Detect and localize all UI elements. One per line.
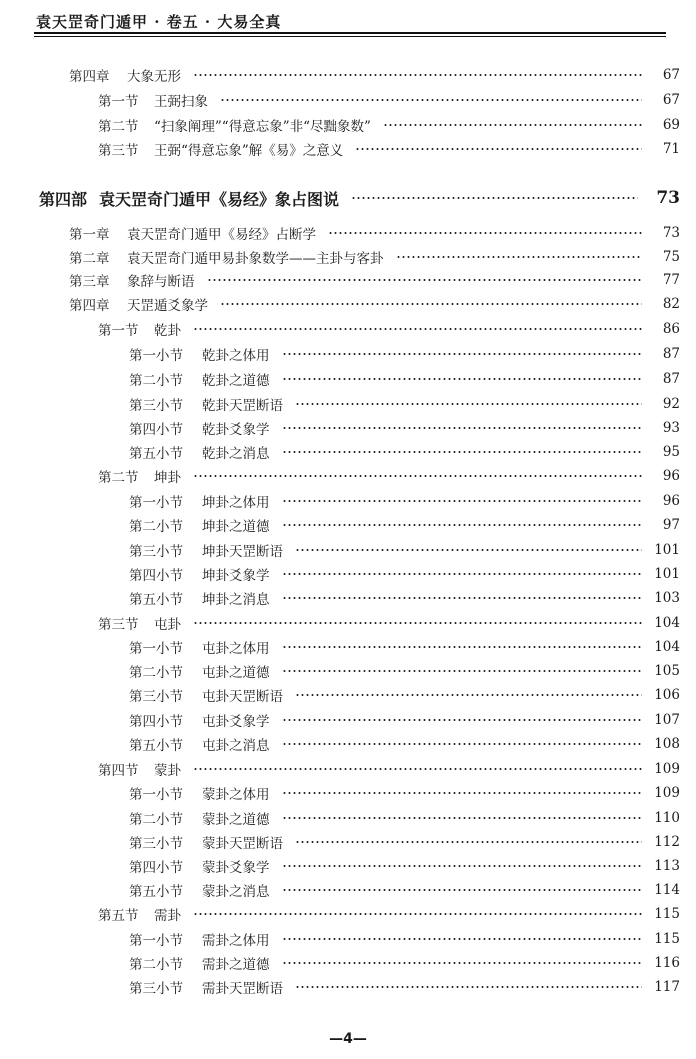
- toc-entry-number: 第二小节: [129, 519, 183, 535]
- toc-entry-title: 坤卦天罡断语: [202, 544, 283, 560]
- toc-entry-title: 蒙卦之体用: [202, 787, 270, 803]
- toc-entry-number: 第四章: [69, 69, 110, 85]
- toc-entry-page: 96: [662, 493, 680, 509]
- toc-entry-page: 112: [654, 834, 680, 850]
- toc-entry-page: 67: [662, 92, 680, 108]
- toc-entry-number: 第二小节: [129, 957, 183, 973]
- toc-entry: [0, 393, 680, 415]
- toc-entry: [0, 368, 680, 390]
- toc-entry: [0, 64, 680, 86]
- toc-entry-page: 110: [654, 810, 680, 826]
- toc-entry-page: 97: [662, 517, 680, 533]
- toc-entry-title: 象辞与断语: [127, 274, 195, 290]
- toc-entry-page: 93: [662, 420, 680, 436]
- toc-entry-title: 袁天罡奇门遁甲易卦象数学——主卦与客卦: [127, 251, 384, 267]
- toc-entry-page: 115: [654, 931, 680, 947]
- dot-leader: [282, 743, 643, 745]
- toc-entry-number: 第一小节: [129, 348, 183, 364]
- toc-entry: [0, 343, 680, 365]
- toc-entry-title: 坤卦: [154, 470, 181, 486]
- dot-leader: [220, 303, 642, 305]
- dot-leader: [282, 719, 643, 721]
- toc-entry-page: 77: [662, 272, 680, 288]
- toc-entry-title: 屯卦之体用: [202, 641, 270, 657]
- toc-entry-title: 需卦天罡断语: [202, 981, 283, 997]
- toc-entry-page: 71: [662, 141, 680, 157]
- dot-leader: [282, 817, 643, 819]
- toc-entry-title: 大象无形: [127, 69, 181, 85]
- dot-leader: [295, 694, 642, 696]
- toc-entry: [0, 855, 680, 877]
- toc-entry-page: 73: [656, 188, 680, 208]
- toc-entry: [0, 89, 680, 111]
- toc-entry: [0, 807, 680, 829]
- toc-entry: [0, 417, 680, 439]
- toc-entry-page: 104: [654, 615, 680, 631]
- toc-entry-number: 第四小节: [129, 422, 183, 438]
- toc-entry-page: 82: [662, 296, 680, 312]
- header-rule: [34, 32, 666, 34]
- dot-leader: [193, 622, 642, 624]
- header-rule-thin: [34, 36, 666, 37]
- page-number: —4—: [329, 1031, 367, 1047]
- toc-entry-title: 蒙卦天罡断语: [202, 836, 283, 852]
- toc-entry: [0, 684, 680, 706]
- toc-entry-page: 87: [662, 371, 680, 387]
- toc-entry: [0, 928, 680, 950]
- dot-leader: [282, 865, 643, 867]
- toc-entry-number: 第二小节: [129, 373, 183, 389]
- toc-entry: [0, 563, 680, 585]
- dot-leader: [282, 597, 643, 599]
- dot-leader: [295, 986, 642, 988]
- toc-entry-number: 第四部: [39, 189, 88, 209]
- toc-entry-number: 第二节: [98, 119, 139, 135]
- toc-entry-number: 第二节: [98, 470, 139, 486]
- toc-entry-title: 需卦之体用: [202, 933, 270, 949]
- toc-entry-page: 104: [654, 639, 680, 655]
- dot-leader: [282, 938, 643, 940]
- toc-entry-title: “扫象阐理”“得意忘象”非“尽黜象数”: [154, 119, 371, 135]
- dot-leader: [396, 256, 643, 258]
- toc-entry-title: 屯卦: [154, 617, 181, 633]
- toc-entry-number: 第一小节: [129, 933, 183, 949]
- toc-entry-page: 96: [662, 468, 680, 484]
- dot-leader: [282, 500, 643, 502]
- toc-entry-page: 108: [654, 736, 680, 752]
- toc-entry-number: 第四节: [98, 763, 139, 779]
- toc-entry: [0, 490, 680, 512]
- toc-entry-number: 第一小节: [129, 641, 183, 657]
- toc-entry: [0, 587, 680, 609]
- toc-entry-number: 第三小节: [129, 544, 183, 560]
- toc-entry-number: 第一节: [98, 94, 139, 110]
- toc-entry-title: 袁天罡奇门遁甲《易经》占断学: [127, 227, 316, 243]
- toc-entry: [0, 185, 680, 211]
- toc-entry-title: 乾卦: [154, 323, 181, 339]
- dot-leader: [355, 148, 642, 150]
- toc-entry-number: 第四小节: [129, 860, 183, 876]
- toc-entry: [0, 114, 680, 136]
- toc-entry-page: 101: [654, 542, 680, 558]
- toc-entry: [0, 269, 680, 291]
- toc-entry-title: 屯卦之消息: [202, 738, 270, 754]
- toc-entry-title: 坤卦之道德: [202, 519, 270, 535]
- toc-entry: [0, 782, 680, 804]
- toc-entry-page: 117: [654, 979, 680, 995]
- toc-entry-page: 115: [654, 906, 680, 922]
- toc-entry-title: 蒙卦: [154, 763, 181, 779]
- toc-entry-title: 屯卦天罡断语: [202, 689, 283, 705]
- toc-entry: [0, 952, 680, 974]
- toc-entry-number: 第二小节: [129, 812, 183, 828]
- toc-entry-number: 第三小节: [129, 689, 183, 705]
- toc-entry-number: 第五小节: [129, 884, 183, 900]
- toc-entry-title: 需卦: [154, 908, 181, 924]
- toc-entry-title: 屯卦爻象学: [202, 714, 270, 730]
- toc-entry-page: 103: [654, 590, 680, 606]
- toc-entry: [0, 138, 680, 160]
- toc-entry-title: 坤卦爻象学: [202, 568, 270, 584]
- toc-entry-number: 第一小节: [129, 787, 183, 803]
- toc-entry-title: 乾卦天罡断语: [202, 398, 283, 414]
- toc-entry: [0, 441, 680, 463]
- toc-entry-number: 第三章: [69, 274, 110, 290]
- toc-entry-number: 第二章: [69, 251, 110, 267]
- dot-leader: [295, 841, 642, 843]
- toc-entry-page: 75: [662, 249, 680, 265]
- toc-entry-number: 第三小节: [129, 836, 183, 852]
- toc-entry-number: 第三节: [98, 617, 139, 633]
- toc-entry: [0, 636, 680, 658]
- toc-entry: [0, 903, 680, 925]
- toc-entry-page: 109: [654, 785, 680, 801]
- toc-entry-page: 105: [654, 663, 680, 679]
- toc-entry-page: 113: [654, 858, 680, 874]
- toc-entry: [0, 709, 680, 731]
- toc-entry-number: 第三小节: [129, 981, 183, 997]
- toc-entry: [0, 733, 680, 755]
- dot-leader: [282, 353, 643, 355]
- dot-leader: [282, 670, 643, 672]
- toc-entry-title: 乾卦之道德: [202, 373, 270, 389]
- toc-entry: [0, 539, 680, 561]
- toc-entry-number: 第五小节: [129, 592, 183, 608]
- toc-entry: [0, 293, 680, 315]
- toc-entry-page: 116: [654, 955, 680, 971]
- toc-entry-title: 袁天罡奇门遁甲《易经》象占图说: [99, 189, 340, 209]
- toc-entry-page: 106: [654, 687, 680, 703]
- toc-entry-number: 第三节: [98, 143, 139, 159]
- running-header: 袁天罡奇门遁甲 · 卷五 · 大易全真: [36, 13, 282, 31]
- toc-entry-page: 95: [662, 444, 680, 460]
- dot-leader: [282, 889, 643, 891]
- toc-entry-title: 蒙卦爻象学: [202, 860, 270, 876]
- dot-leader: [295, 549, 642, 551]
- toc-entry: [0, 976, 680, 998]
- dot-leader: [193, 328, 642, 330]
- dot-leader: [282, 524, 643, 526]
- toc-entry-title: 需卦之道德: [202, 957, 270, 973]
- toc-entry: [0, 831, 680, 853]
- toc-entry-page: 114: [654, 882, 680, 898]
- toc-entry-page: 69: [662, 117, 680, 133]
- dot-leader: [295, 403, 642, 405]
- toc-entry-title: 王弼“得意忘象”解《易》之意义: [154, 143, 344, 159]
- toc-entry: [0, 660, 680, 682]
- toc-entry-number: 第四小节: [129, 568, 183, 584]
- toc-entry: [0, 758, 680, 780]
- toc-entry-title: 天罡遁爻象学: [127, 298, 208, 314]
- dot-leader: [193, 913, 642, 915]
- toc-entry: [0, 514, 680, 536]
- toc-entry-title: 坤卦之体用: [202, 495, 270, 511]
- toc-entry-number: 第一节: [98, 323, 139, 339]
- toc-entry-page: 73: [662, 225, 680, 241]
- dot-leader: [193, 475, 642, 477]
- dot-leader: [282, 378, 643, 380]
- toc-entry-number: 第一章: [69, 227, 110, 243]
- toc-entry-number: 第五小节: [129, 738, 183, 754]
- toc-entry: [0, 222, 680, 244]
- toc-entry-page: 86: [662, 321, 680, 337]
- dot-leader: [193, 768, 642, 770]
- dot-leader: [282, 646, 643, 648]
- toc-entry-title: 蒙卦之消息: [202, 884, 270, 900]
- dot-leader: [220, 99, 642, 101]
- toc-entry-page: 101: [654, 566, 680, 582]
- toc-entry-title: 乾卦爻象学: [202, 422, 270, 438]
- toc-entry-page: 109: [654, 761, 680, 777]
- toc-entry-page: 87: [662, 346, 680, 362]
- dot-leader: [282, 451, 643, 453]
- toc-entry-page: 92: [662, 396, 680, 412]
- toc-entry-number: 第五小节: [129, 446, 183, 462]
- toc-entry-number: 第一小节: [129, 495, 183, 511]
- dot-leader: [282, 573, 643, 575]
- toc-entry-title: 屯卦之道德: [202, 665, 270, 681]
- toc-entry-number: 第三小节: [129, 398, 183, 414]
- dot-leader: [193, 74, 642, 76]
- dot-leader: [282, 962, 643, 964]
- toc-entry-number: 第四章: [69, 298, 110, 314]
- toc-entry: [0, 612, 680, 634]
- dot-leader: [328, 232, 642, 234]
- dot-leader: [207, 279, 643, 281]
- toc-entry-title: 王弼扫象: [154, 94, 208, 110]
- toc-entry-title: 蒙卦之道德: [202, 812, 270, 828]
- toc-entry: [0, 465, 680, 487]
- toc-entry: [0, 318, 680, 340]
- toc-entry-number: 第四小节: [129, 714, 183, 730]
- toc-entry-title: 乾卦之体用: [202, 348, 270, 364]
- toc-entry-title: 乾卦之消息: [202, 446, 270, 462]
- toc-entry-title: 坤卦之消息: [202, 592, 270, 608]
- toc-entry-page: 67: [662, 67, 680, 83]
- toc-entry-number: 第五节: [98, 908, 139, 924]
- toc-entry-number: 第二小节: [129, 665, 183, 681]
- toc-entry-page: 107: [654, 712, 680, 728]
- dot-leader: [282, 792, 643, 794]
- dot-leader: [351, 197, 638, 199]
- toc-entry: [0, 879, 680, 901]
- dot-leader: [383, 124, 642, 126]
- toc-entry: [0, 246, 680, 268]
- dot-leader: [282, 427, 643, 429]
